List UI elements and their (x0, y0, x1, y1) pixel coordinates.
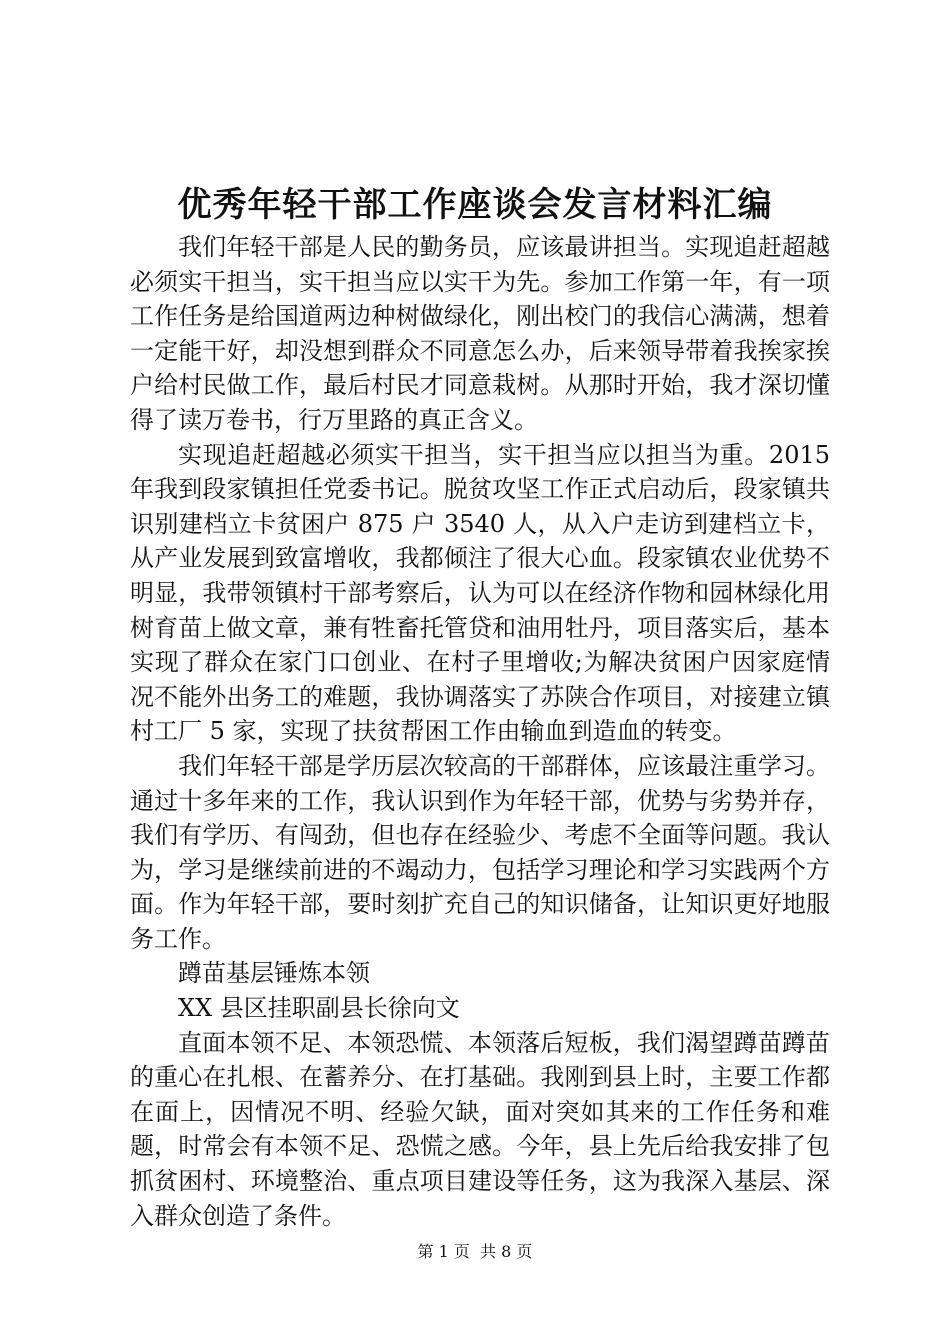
page-number: 第 1 页 (417, 1242, 470, 1261)
speaker-line: XX 县区挂职副县长徐向文 (178, 994, 460, 1023)
page-total: 共 8 页 (480, 1242, 533, 1261)
page-footer (0, 1240, 950, 1264)
document-title: 优秀年轻干部工作座谈会发言材料汇编 (177, 185, 773, 225)
paragraph-4: 直面本领不足、本领恐慌、本领落后短板，我们渴望蹲苗蹲苗的重心在扎根、在蓄养分、在打基础。我刚到县上时，主要工作都在面上，因情况不明、经验欠缺，面对突如其来的工作任务和难题，时常会有本领不足、恐慌之感。今年，县上先后给我安排了包抓贫困村、环境整治、重点项目建设等任务，这为我深入基层、深入群众创造了条件。 (130, 1028, 830, 1230)
paragraph-1: 我们年轻干部是人民的勤务员，应该最讲担当。实现追赶超越必须实干担当，实干担当应以实干为先。参加工作第一年，有一项工作任务是给国道两边种树做绿化，刚出校门的我信心满满，想着一定能干好，却没想到群众不同意怎么办，后来领导带着我挨家挨户给村民做工作，最后村民才同意栽树。从那时开始，我才深切懂得了读万卷书，行万里路的真正含义。 (130, 233, 830, 434)
paragraph-3: 我们年轻干部是学历层次较高的干部群体，应该最注重学习。通过十多年来的工作，我认识到作为年轻干部，优势与劣势并存，我们有学历、有闯劲，但也存在经验少、考虑不全面等问题。我认为，学习是继续前进的不竭动力，包括学习理论和学习实践两个方面。作为年轻干部，要时刻扩充自己的知识储备，让知识更好地服务工作。 (130, 751, 830, 953)
section-heading: 蹲苗基层锤炼本领 (178, 959, 370, 988)
document-body (130, 230, 830, 1233)
paragraph-2: 实现追赶超越必须实干担当，实干担当应以担当为重。2015 年我到段家镇担任党委书记。脱贫攻坚工作正式启动后，段家镇共识别建档立卡贫困户 875 户 3540 人，从入户走访到建档立卡，从产业发展到致富增收，我都倾注了很大心血。段家镇农业优势不明显，我带领镇村干部考察后，认为可以在经济作物和园林绿化用树育苗上做文章，兼有牲畜托管贷和油用牡丹，项目落实后，基本实现了群众在家门口创业、在村子里增收;为解决贫困户因家庭情况不能外出务工的难题，我协调落实了苏陕合作项目，对接建立镇村工厂 5 家，实现了扶贫帮困工作由输血到造血的转变。 (130, 440, 830, 746)
